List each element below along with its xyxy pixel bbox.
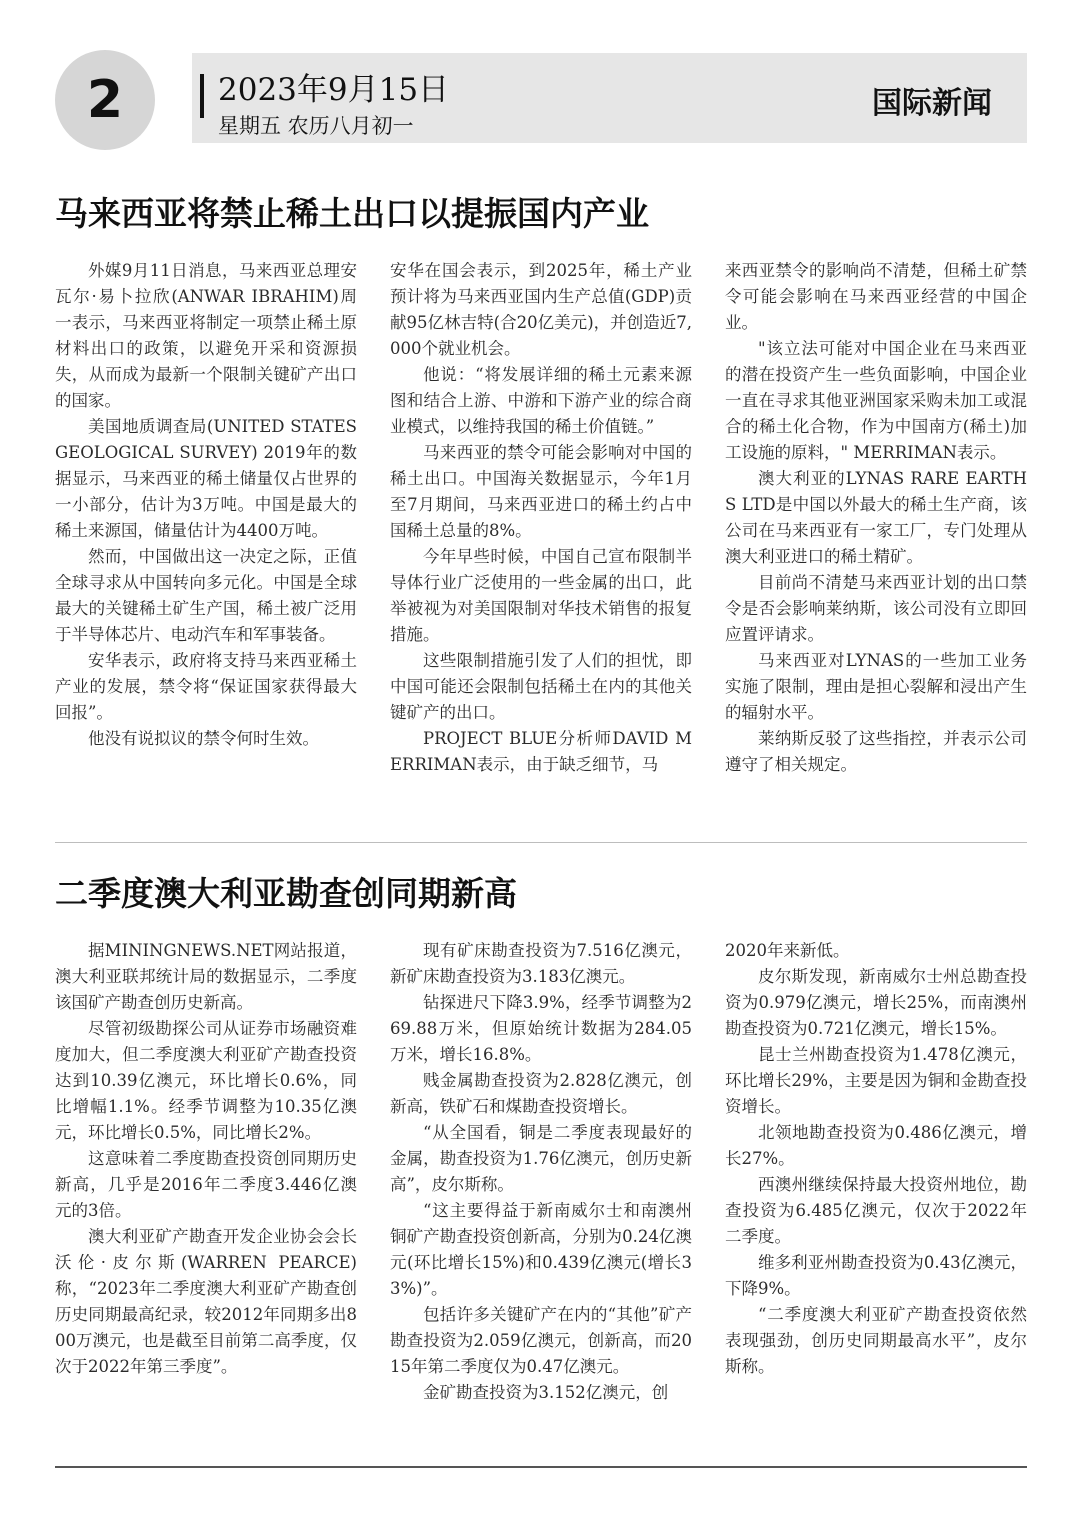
article-divider	[55, 842, 1027, 843]
paragraph: 安华表示，政府将支持马来西亚稀土产业的发展，禁令将“保证国家获得最大回报”。	[55, 651, 357, 722]
article-2-column-3	[725, 938, 1027, 1406]
page-number: 2	[55, 50, 155, 150]
article-1-headline: 马来西亚将禁止稀土出口以提振国内产业	[55, 194, 649, 233]
paragraph: 他说：“将发展详细的稀土元素来源图和结合上游、中游和下游产业的综合商业模式，以维持我国的稀土价值链。”	[390, 365, 692, 436]
paragraph: 然而，中国做出这一决定之际，正值全球寻求从中国转向多元化。中国是全球最大的关键稀土矿生产国，稀土被广泛用于半导体芯片、电动汽车和军事装备。	[55, 547, 357, 644]
paragraph: 西澳州继续保持最大投资州地位，勘查投资为6.485亿澳元，仅次于2022年二季度。	[725, 1175, 1027, 1246]
article-1-column-2	[390, 258, 692, 778]
paragraph: “从全国看，铜是二季度表现最好的金属，勘查投资为1.76亿澳元，创历史新高”，皮尔斯称。	[390, 1123, 692, 1194]
paragraph: 包括许多关键矿产在内的“其他”矿产勘查投资为2.059亿澳元，创新高，而2015年第二季度仅为0.47亿澳元。	[390, 1305, 692, 1376]
paragraph: 贱金属勘查投资为2.828亿澳元，创新高，铁矿石和煤勘查投资增长。	[390, 1071, 692, 1116]
paragraph: "该立法可能对中国企业在马来西亚的潜在投资产生一些负面影响，中国企业一直在寻求其他亚洲国家采购未加工或混合的稀土化合物，作为中国南方(稀土)加工设施的原料，" MERRIMAN表示。	[725, 339, 1027, 462]
paragraph: 目前尚不清楚马来西亚计划的出口禁令是否会影响莱纳斯，该公司没有立即回应置评请求。	[725, 573, 1027, 644]
paragraph: 这些限制措施引发了人们的担忧，即中国可能还会限制包括稀土在内的其他关键矿产的出口。	[390, 651, 692, 722]
article-2-column-2	[390, 938, 692, 1406]
paragraph: 现有矿床勘查投资为7.516亿澳元，新矿床勘查投资为3.183亿澳元。	[390, 941, 692, 986]
paragraph: 外媒9月11日消息，马来西亚总理安瓦尔·易卜拉欣(ANWAR IBRAHIM)周一表示，马来西亚将制定一项禁止稀土原材料出口的政策，以避免开采和资源损失，从而成为最新一个限制关键矿产出口的国家。	[55, 261, 357, 410]
paragraph: 马来西亚对LYNAS的一些加工业务实施了限制，理由是担心裂解和浸出产生的辐射水平。	[725, 651, 1027, 722]
paragraph-continued: 2020年来新低。	[725, 941, 850, 960]
section-title: 国际新闻	[872, 86, 992, 121]
article-2-column-1	[55, 938, 357, 1406]
paragraph: 皮尔斯发现，新南威尔士州总勘查投资为0.979亿澳元，增长25%，而南澳州勘查投资为0.721亿澳元，增长15%。	[725, 967, 1027, 1038]
paragraph: 他没有说拟议的禁令何时生效。	[88, 729, 319, 748]
paragraph-continued: 来西亚禁令的影响尚不清楚，但稀土矿禁令可能会影响在马来西亚经营的中国企业。	[725, 261, 1027, 332]
paragraph: 澳大利亚的LYNAS RARE EARTHS LTD是中国以外最大的稀土生产商，该公司在马来西亚有一家工厂，专门处理从澳大利亚进口的稀土精矿。	[725, 469, 1027, 566]
article-1-body	[55, 258, 1027, 778]
paragraph: “二季度澳大利亚矿产勘查投资依然表现强劲，创历史同期最高水平”，皮尔斯称。	[725, 1305, 1027, 1376]
issue-date: 2023年9月15日	[218, 72, 450, 108]
issue-weekday: 星期五 农历八月初一	[218, 114, 414, 138]
paragraph: 澳大利亚矿产勘查开发企业协会会长沃伦·皮尔斯(WARREN PEARCE)称，“2023年二季度澳大利亚矿产勘查创历史同期最高纪录，较2012年同期多出800万澳元，也是截至目前第二高季度，仅次于2022年第三季度”。	[55, 1227, 357, 1376]
header-divider	[200, 74, 204, 118]
article-2-body	[55, 938, 1027, 1406]
paragraph: 尽管初级勘探公司从证券市场融资难度加大，但二季度澳大利亚矿产勘查投资达到10.39亿澳元，环比增长0.6%，同比增幅1.1%。经季节调整为10.35亿澳元，环比增长0.5%，同比增长2%。	[55, 1019, 357, 1142]
article-2-headline: 二季度澳大利亚勘查创同期新高	[55, 874, 517, 913]
paragraph: 维多利亚州勘查投资为0.43亿澳元，下降9%。	[725, 1253, 1027, 1298]
paragraph: 莱纳斯反驳了这些指控，并表示公司遵守了相关规定。	[725, 729, 1027, 774]
paragraph: 马来西亚的禁令可能会影响对中国的稀土出口。中国海关数据显示，今年1月至7月期间，马来西亚进口的稀土约占中国稀土总量的8%。	[390, 443, 692, 540]
footer-rule	[55, 1466, 1027, 1468]
paragraph: “这主要得益于新南威尔士和南澳州铜矿产勘查投资创新高，分别为0.24亿澳元(环比增长15%)和0.439亿澳元(增长33%)”。	[390, 1201, 692, 1298]
paragraph: 今年早些时候，中国自己宣布限制半导体行业广泛使用的一些金属的出口，此举被视为对美国限制对华技术销售的报复措施。	[390, 547, 692, 644]
paragraph: 据MININGNEWS.NET网站报道，澳大利亚联邦统计局的数据显示，二季度该国矿产勘查创历史新高。	[55, 941, 357, 1012]
paragraph: 北领地勘查投资为0.486亿澳元，增长27%。	[725, 1123, 1027, 1168]
paragraph: 钻探进尺下降3.9%，经季节调整为269.88万米，但原始统计数据为284.05万米，增长16.8%。	[390, 993, 692, 1064]
paragraph: 美国地质调查局(UNITED STATES GEOLOGICAL SURVEY) 2019年的数据显示，马来西亚的稀土储量仅占世界的一小部分，估计为3万吨。中国是最大的稀土来源国，储量估计为4400万吨。	[55, 417, 357, 540]
article-1-column-3	[725, 258, 1027, 778]
paragraph: 昆士兰州勘查投资为1.478亿澳元，环比增长29%，主要是因为铜和金勘查投资增长。	[725, 1045, 1027, 1116]
paragraph: 这意味着二季度勘查投资创同期历史新高，几乎是2016年二季度3.446亿澳元的3倍。	[55, 1149, 357, 1220]
paragraph: 金矿勘查投资为3.152亿澳元，创	[423, 1383, 669, 1402]
paragraph: PROJECT BLUE分析师DAVID MERRIMAN表示，由于缺乏细节，马	[390, 729, 692, 774]
paragraph-continued: 安华在国会表示，到2025年，稀土产业预计将为马来西亚国内生产总值(GDP)贡献95亿林吉特(合20亿美元)，并创造近7,000个就业机会。	[390, 261, 692, 358]
article-1-column-1	[55, 258, 357, 778]
